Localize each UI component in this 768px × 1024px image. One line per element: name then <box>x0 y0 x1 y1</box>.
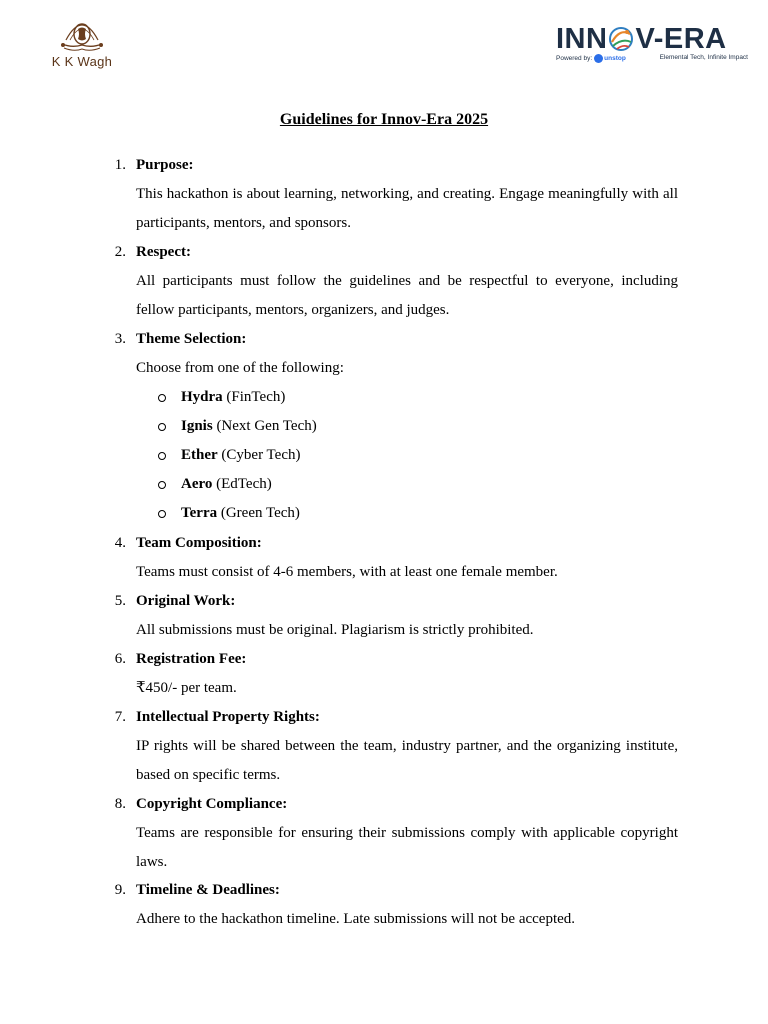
section-body: Teams must consist of 4-6 members, with at least one female member. <box>136 564 558 580</box>
circle-bullet-icon <box>158 423 166 431</box>
kk-wagh-logo <box>46 14 118 72</box>
section-body: Teams are responsible for ensuring their submissions comply with applicable copyright laws. <box>136 825 678 870</box>
guideline-copyright-compliance <box>108 790 678 877</box>
innov-era-title-end: V-ERA <box>635 22 727 55</box>
section-body: Choose from one of the following: <box>136 360 344 376</box>
innov-era-logo <box>556 22 752 66</box>
section-title: Copyright Compliance: <box>136 796 288 812</box>
section-number: 4. <box>114 535 126 551</box>
innov-era-tagline: Elemental Tech, Infinite Impact <box>659 54 748 61</box>
theme-name: Aero <box>181 476 213 492</box>
section-title: Theme Selection: <box>136 331 247 347</box>
circle-bullet-icon <box>158 510 166 518</box>
unstop-brand: unstop <box>604 55 626 62</box>
section-number: 9. <box>114 882 126 898</box>
guideline-timeline-deadlines <box>108 876 678 934</box>
section-body: IP rights will be shared between the team, industry partner, and the organizing institute, based on specific terms. <box>136 738 678 783</box>
kk-wagh-logo-text: K K Wagh <box>51 54 113 69</box>
guideline-original-work <box>108 587 678 645</box>
theme-name: Terra <box>181 505 218 521</box>
circle-bullet-icon <box>158 481 166 489</box>
section-number: 5. <box>114 593 126 609</box>
theme-item-ether <box>108 441 678 470</box>
theme-name: Ether <box>181 447 218 463</box>
section-title: Registration Fee: <box>136 651 247 667</box>
theme-item-ignis <box>108 412 678 441</box>
guideline-respect <box>108 238 678 325</box>
innov-era-wordmark <box>556 22 727 56</box>
theme-item-hydra <box>108 383 678 412</box>
kk-wagh-emblem-icon <box>58 14 106 54</box>
section-title: Team Composition: <box>136 535 262 551</box>
section-number: 2. <box>114 244 126 260</box>
section-body: All participants must follow the guidelines and be respectful to everyone, including fellow participants, mentors, organizers, and judges. <box>136 273 678 318</box>
section-title: Purpose: <box>136 157 194 173</box>
theme-category: (Next Gen Tech) <box>212 418 317 434</box>
section-title: Original Work: <box>136 593 236 609</box>
section-number: 7. <box>114 709 126 725</box>
theme-item-terra <box>108 499 678 528</box>
circle-bullet-icon <box>158 452 166 460</box>
section-body: Adhere to the hackathon timeline. Late submissions will not be accepted. <box>136 911 576 927</box>
theme-list <box>108 383 678 528</box>
theme-item-aero <box>108 470 678 499</box>
section-title: Timeline & Deadlines: <box>136 882 280 898</box>
document-title: Guidelines for Innov-Era 2025 <box>279 111 489 128</box>
theme-category: (FinTech) <box>222 389 286 405</box>
theme-category: (Cyber Tech) <box>217 447 301 463</box>
section-number: 3. <box>114 331 126 347</box>
section-title: Respect: <box>136 244 191 260</box>
powered-by <box>556 54 626 63</box>
section-number: 1. <box>114 157 126 173</box>
innov-era-title-start: INN <box>556 22 608 55</box>
section-body: All submissions must be original. Plagiarism is strictly prohibited. <box>136 622 534 638</box>
section-number: 8. <box>114 796 126 812</box>
section-body: ₹450/- per team. <box>136 680 237 696</box>
guideline-team-composition <box>108 529 678 587</box>
powered-by-label: Powered by: <box>556 55 593 62</box>
theme-category: (EdTech) <box>212 476 272 492</box>
guideline-registration-fee <box>108 645 678 703</box>
theme-category: (Green Tech) <box>217 505 300 521</box>
theme-name: Ignis <box>181 418 213 434</box>
theme-name: Hydra <box>181 389 223 405</box>
section-title: Intellectual Property Rights: <box>136 709 320 725</box>
guideline-theme-selection <box>108 325 678 528</box>
guideline-ip-rights <box>108 703 678 790</box>
swirl-globe-icon <box>608 26 634 52</box>
circle-bullet-icon <box>158 394 166 402</box>
unstop-logo-icon <box>594 54 603 63</box>
guideline-purpose <box>108 151 678 238</box>
section-body: This hackathon is about learning, networking, and creating. Engage meaningfully with all participants, mentors, and sponsors. <box>136 186 678 231</box>
section-number: 6. <box>114 651 126 667</box>
